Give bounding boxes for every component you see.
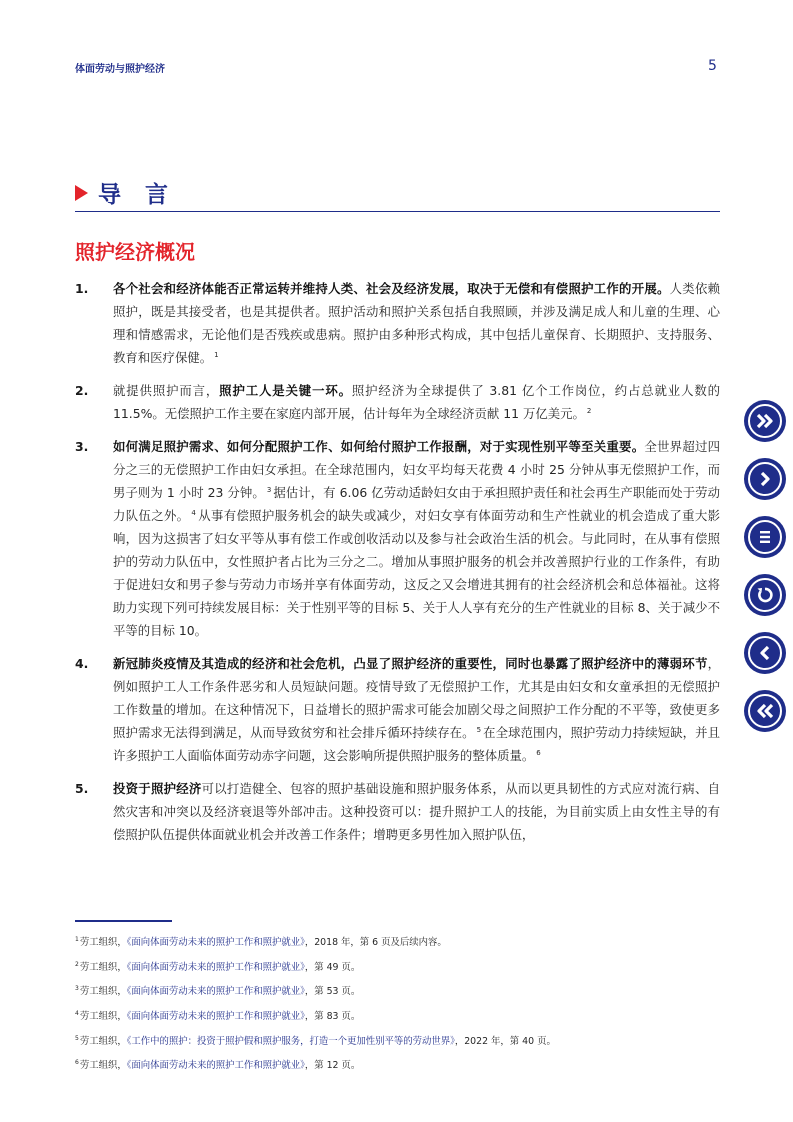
paragraph-body xyxy=(113,277,720,369)
footnote-prefix: 劳工组织， xyxy=(79,1035,127,1047)
footnote-suffix: ，第 12 页。 xyxy=(304,1060,361,1072)
footnote-prefix: 劳工组织， xyxy=(79,961,127,973)
paragraph-bold-lead: 投资于照护经济 xyxy=(113,781,202,796)
paragraph-number: 4. xyxy=(75,656,89,671)
paragraph-number: 2. xyxy=(75,383,89,398)
footnote xyxy=(75,929,720,954)
table-of-contents-button[interactable] xyxy=(744,516,786,558)
footnote xyxy=(75,1028,720,1053)
footnote-suffix: ，第 83 页。 xyxy=(304,1011,361,1022)
subheading: 照护经济概况 xyxy=(75,240,195,264)
next-page-button[interactable] xyxy=(744,458,786,500)
footnote-suffix: ，第 49 页。 xyxy=(304,961,361,973)
footnote-ref[interactable]: 6 xyxy=(536,748,541,757)
footnote-ref[interactable]: 3 xyxy=(266,485,272,494)
paragraph-text: 人类依赖照护，既是其接受者，也是其提供者。照护活动和照护关系包括自我照顾，并涉及满足成人和儿童的生理、心理和情感需求，无论他们是否残疾或患病。照护由多种形式构成，其中包括儿童保育、长期照护、支持服务、教育和医疗保健。 xyxy=(113,281,721,365)
footnote xyxy=(75,954,720,979)
footnote-mark: 6 xyxy=(75,1059,79,1067)
double-chevron-right-icon xyxy=(755,411,775,431)
paragraph-number: 1. xyxy=(75,281,89,296)
paragraph-body xyxy=(113,379,720,425)
footnote xyxy=(75,978,720,1003)
footnote xyxy=(75,1052,720,1077)
paragraph-number: 5. xyxy=(75,781,89,796)
footnote-mark: 4 xyxy=(75,1009,79,1017)
paragraph-text: 就提供照护而言， xyxy=(113,383,220,398)
footnote-ref[interactable]: 5 xyxy=(476,725,482,734)
last-page-button[interactable] xyxy=(744,400,786,442)
chevron-left-icon xyxy=(755,643,775,663)
paragraph-bold-lead: 各个社会和经济体能否正常运转并维持人类、社会及经济发展，取决于无偿和有偿照护工作的开展。 xyxy=(113,281,670,296)
double-chevron-left-icon xyxy=(755,701,775,721)
chevron-right-icon xyxy=(755,469,775,489)
footnote-ref[interactable]: 2 xyxy=(586,406,592,415)
paragraph-bold-lead: 如何满足照护需求、如何分配照护工作、如何给付照护工作报酬，对于实现性别平等至关重要。 xyxy=(113,439,645,454)
paragraph-body xyxy=(113,652,720,767)
footnote-title-link[interactable]: 《面向体面劳动未来的照护工作和照护就业》 xyxy=(126,1011,305,1022)
paragraph-item-4 xyxy=(75,652,720,767)
numbered-paragraphs xyxy=(75,277,720,856)
paragraph-text: 全世界超过四分之三的无偿照护工作由妇女承担。在全球范围内，妇女平均每天花费 4 小时 25 分钟从事无偿照护工作，而男子则为 1 小时 23 分钟。 xyxy=(113,439,721,500)
paragraph-body xyxy=(113,777,720,846)
page-number: 5 xyxy=(708,58,717,74)
running-title: 体面劳动与照护经济 xyxy=(75,64,165,75)
footnote-prefix: 劳工组织， xyxy=(79,937,127,949)
paragraph-number: 3. xyxy=(75,439,89,454)
go-back-button[interactable] xyxy=(744,574,786,616)
footnote-title-link[interactable]: 《面向体面劳动未来的照护工作和照护就业》 xyxy=(126,1060,305,1072)
footnote-mark: 1 xyxy=(75,936,79,943)
footnote-ref[interactable]: 4 xyxy=(191,508,196,517)
footnote-title-link[interactable]: 《面向体面劳动未来的照护工作和照护就业》 xyxy=(126,937,305,949)
paragraph-text: 在全球范围内，照护劳动力持续短缺，并且许多照护工人面临体面劳动赤字问题，这会影响所提供照护服务的整体质量。 xyxy=(113,725,721,763)
paragraph-text: ，例如照护工人工作条件恶劣和人员短缺问题。疫情导致了无偿照护工作，尤其是由妇女和女童承担的无偿照护工作数量的增加。在这种情况下，日益增长的照护需求可能会加剧父母之间照护工作分配的不平等，致使更多照护需求无法得到满足，从而导致贫穷和社会排斥循环持续存在。 xyxy=(113,656,720,740)
footnote-prefix: 劳工组织， xyxy=(79,1060,127,1072)
paragraph-item-1 xyxy=(75,277,720,369)
return-icon xyxy=(755,585,775,605)
triangle-bullet-icon xyxy=(75,185,88,201)
heading-divider xyxy=(75,211,720,212)
footnote-suffix: ，2022 年，第 40 页。 xyxy=(454,1035,556,1047)
footnote-ref[interactable]: 1 xyxy=(214,350,219,359)
paragraph-text: 据估计，有 6.06 亿劳动适龄妇女由于承担照护责任和社会再生产职能而处于劳动力队伍之外。 xyxy=(113,485,721,523)
menu-icon xyxy=(755,527,775,547)
footnote-suffix: ，第 53 页。 xyxy=(304,986,361,998)
footnote-mark: 2 xyxy=(75,960,79,968)
paragraph-item-2 xyxy=(75,379,720,425)
paragraph-bold-lead: 新冠肺炎疫情及其造成的经济和社会危机，凸显了照护经济的重要性，同时也暴露了照护经济中的薄弱环节 xyxy=(113,656,708,671)
paragraph-text: 可以打造健全、包容的照护基础设施和照护服务体系，从而以更具韧性的方式应对流行病、自然灾害和冲突以及经济衰退等外部冲击。这种投资可以：提升照护工人的技能，为目前实质上由女性主导的有偿照护队伍提供体面就业机会并改善工作条件；增聘更多男性加入照护队伍， xyxy=(113,781,721,842)
paragraph-body xyxy=(113,435,720,642)
first-page-button[interactable] xyxy=(744,690,786,732)
section-heading xyxy=(75,176,176,209)
paragraph-item-5 xyxy=(75,777,720,846)
section-heading-text: 导 言 xyxy=(98,182,177,208)
footnote-prefix: 劳工组织， xyxy=(79,1011,127,1022)
paragraph-bold-phrase: 照护工人是关键一环。 xyxy=(219,383,352,398)
footnote-divider xyxy=(75,920,172,922)
paragraph-text: 照护经济为全球提供了 3.81 亿个工作岗位，约占总就业人数的 11.5%。无偿照护工作主要在家庭内部开展，估计每年为全球经济贡献 11 万亿美元。 xyxy=(113,383,721,421)
paragraph-item-3 xyxy=(75,435,720,642)
footnote-mark: 3 xyxy=(75,985,79,993)
footnote xyxy=(75,1003,720,1028)
paragraph-text: 从事有偿照护服务机会的缺失或减少，对妇女享有体面劳动和生产性就业的机会造成了重大影响，因为这损害了妇女平等从事有偿工作或创收活动以及参与社会政治生活的机会。与此同时，在从事有偿照护的劳动力队伍中，女性照护者占比为三分之二。增加从事照护服务的机会并改善照护行业的工作条件，有助于促进妇女和男子参与劳动力市场并享有体面劳动，这反之又会增进其拥有的社会经济机会和总体福祉。这将助力实现下列可持续发展目标：关于性别平等的目标 5、关于人人享有充分的生产性就业的目标 8、关于减少不平等的目标 10。 xyxy=(113,508,721,638)
footnote-title-link[interactable]: 《面向体面劳动未来的照护工作和照护就业》 xyxy=(126,986,305,998)
footnote-mark: 5 xyxy=(75,1034,79,1042)
footnote-prefix: 劳工组织， xyxy=(79,986,127,998)
footnote-suffix: ，2018 年，第 6 页及后续内容。 xyxy=(304,937,447,949)
previous-page-button[interactable] xyxy=(744,632,786,674)
footnote-title-link[interactable]: 《面向体面劳动未来的照护工作和照护就业》 xyxy=(126,961,305,973)
footnotes xyxy=(75,929,720,1077)
footnote-title-link[interactable]: 《工作中的照护：投资于照护假和照护服务，打造一个更加性别平等的劳动世界》 xyxy=(126,1035,455,1047)
